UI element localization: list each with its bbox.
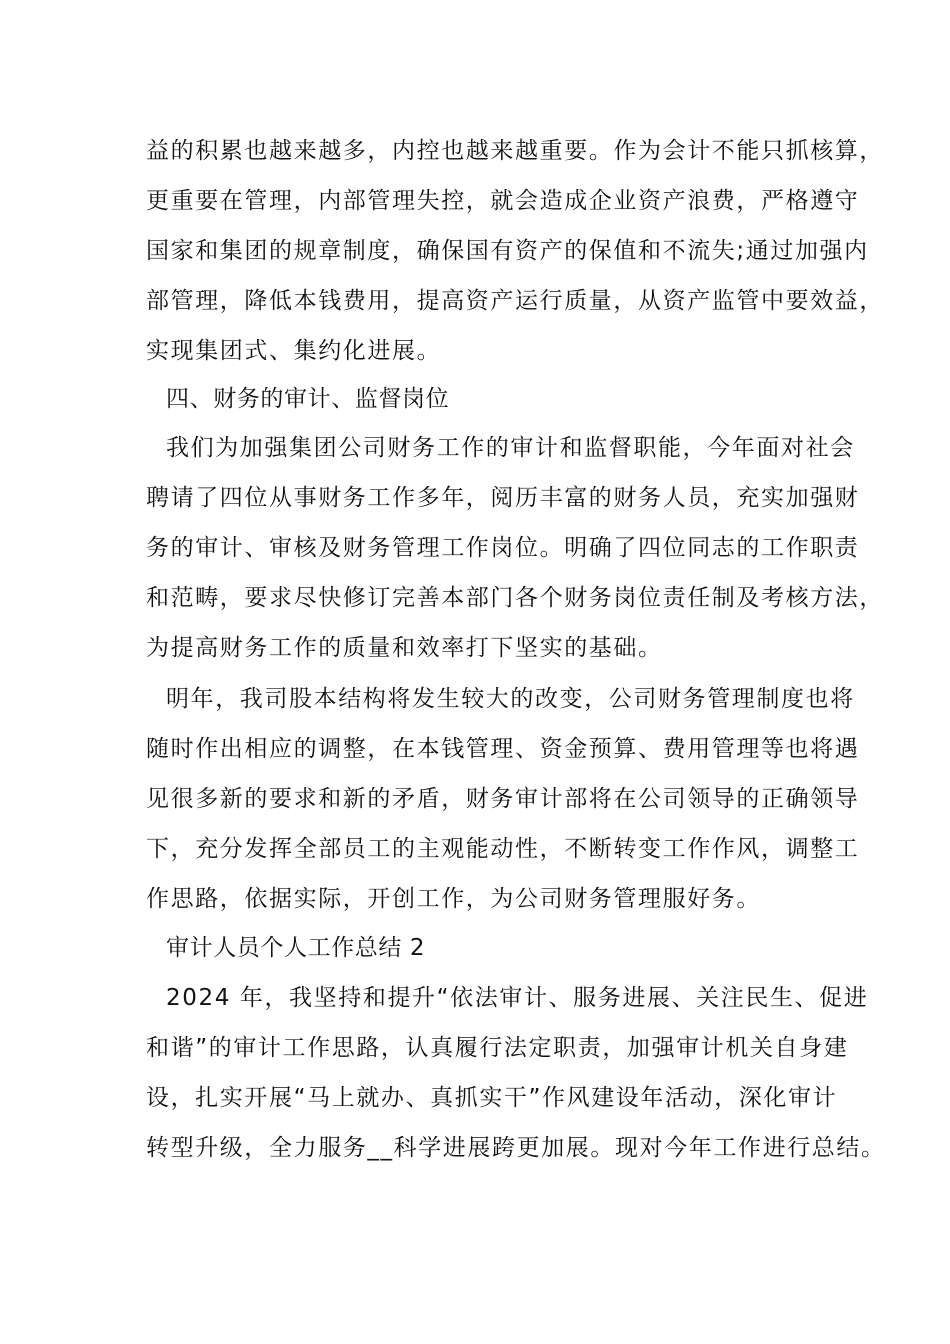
section-heading: 四、财务的审计、监督岗位 bbox=[166, 386, 450, 412]
text-line: 和谐”的审计工作思路，认真履行法定职责，加强审计机关自身建 bbox=[146, 1035, 849, 1061]
text-line: 随时作出相应的调整，在本钱管理、资金预算、费用管理等也将遇 bbox=[146, 736, 860, 762]
text-line: 2024 年，我坚持和提升“依法审计、服务进展、关注民生、促进 bbox=[166, 985, 869, 1011]
text-line: 为提高财务工作的质量和效率打下坚实的基础。 bbox=[146, 635, 663, 661]
text-line: 转型升级，全力服务__科学进展跨更加展。现对今年工作进行总结。 bbox=[146, 1135, 886, 1161]
text-line: 益的积累也越来越多，内控也越来越重要。作为会计不能只抓核算， bbox=[146, 138, 884, 164]
text-line: 我们为加强集团公司财务工作的审计和监督职能，今年面对社会 bbox=[166, 435, 855, 461]
text-line: 见很多新的要求和新的矛盾，财务审计部将在公司领导的正确领导 bbox=[146, 786, 860, 812]
text-line: 下，充分发挥全部员工的主观能动性，不断转变工作作风，调整工 bbox=[146, 836, 860, 862]
text-line: 更重要在管理，内部管理失控，就会造成企业资产浪费，严格遵守 bbox=[146, 188, 860, 214]
text-line: 设，扎实开展“马上就办、真抓实干”作风建设年活动，深化审计 bbox=[146, 1085, 838, 1111]
text-line: 聘请了四位从事财务工作多年，阅历丰富的财务人员，充实加强财 bbox=[146, 485, 860, 511]
text-line: 作思路，依据实际，开创工作，为公司财务管理服好务。 bbox=[146, 886, 761, 912]
text-line: 部管理，降低本钱费用，提高资产运行质量，从资产监管中要效益， bbox=[146, 288, 884, 314]
text-line: 和范畴，要求尽快修订完善本部门各个财务岗位责任制及考核方法， bbox=[146, 585, 884, 611]
text-line: 明年，我司股本结构将发生较大的改变，公司财务管理制度也将 bbox=[166, 686, 855, 712]
text-line: 国家和集团的规章制度，确保国有资产的保值和不流失;通过加强内 bbox=[146, 238, 869, 264]
text-line: 务的审计、审核及财务管理工作岗位。明确了四位同志的工作职责 bbox=[146, 535, 860, 561]
document-title: 审计人员个人工作总结 2 bbox=[166, 935, 426, 961]
text-line: 实现集团式、集约化进展。 bbox=[146, 338, 442, 364]
